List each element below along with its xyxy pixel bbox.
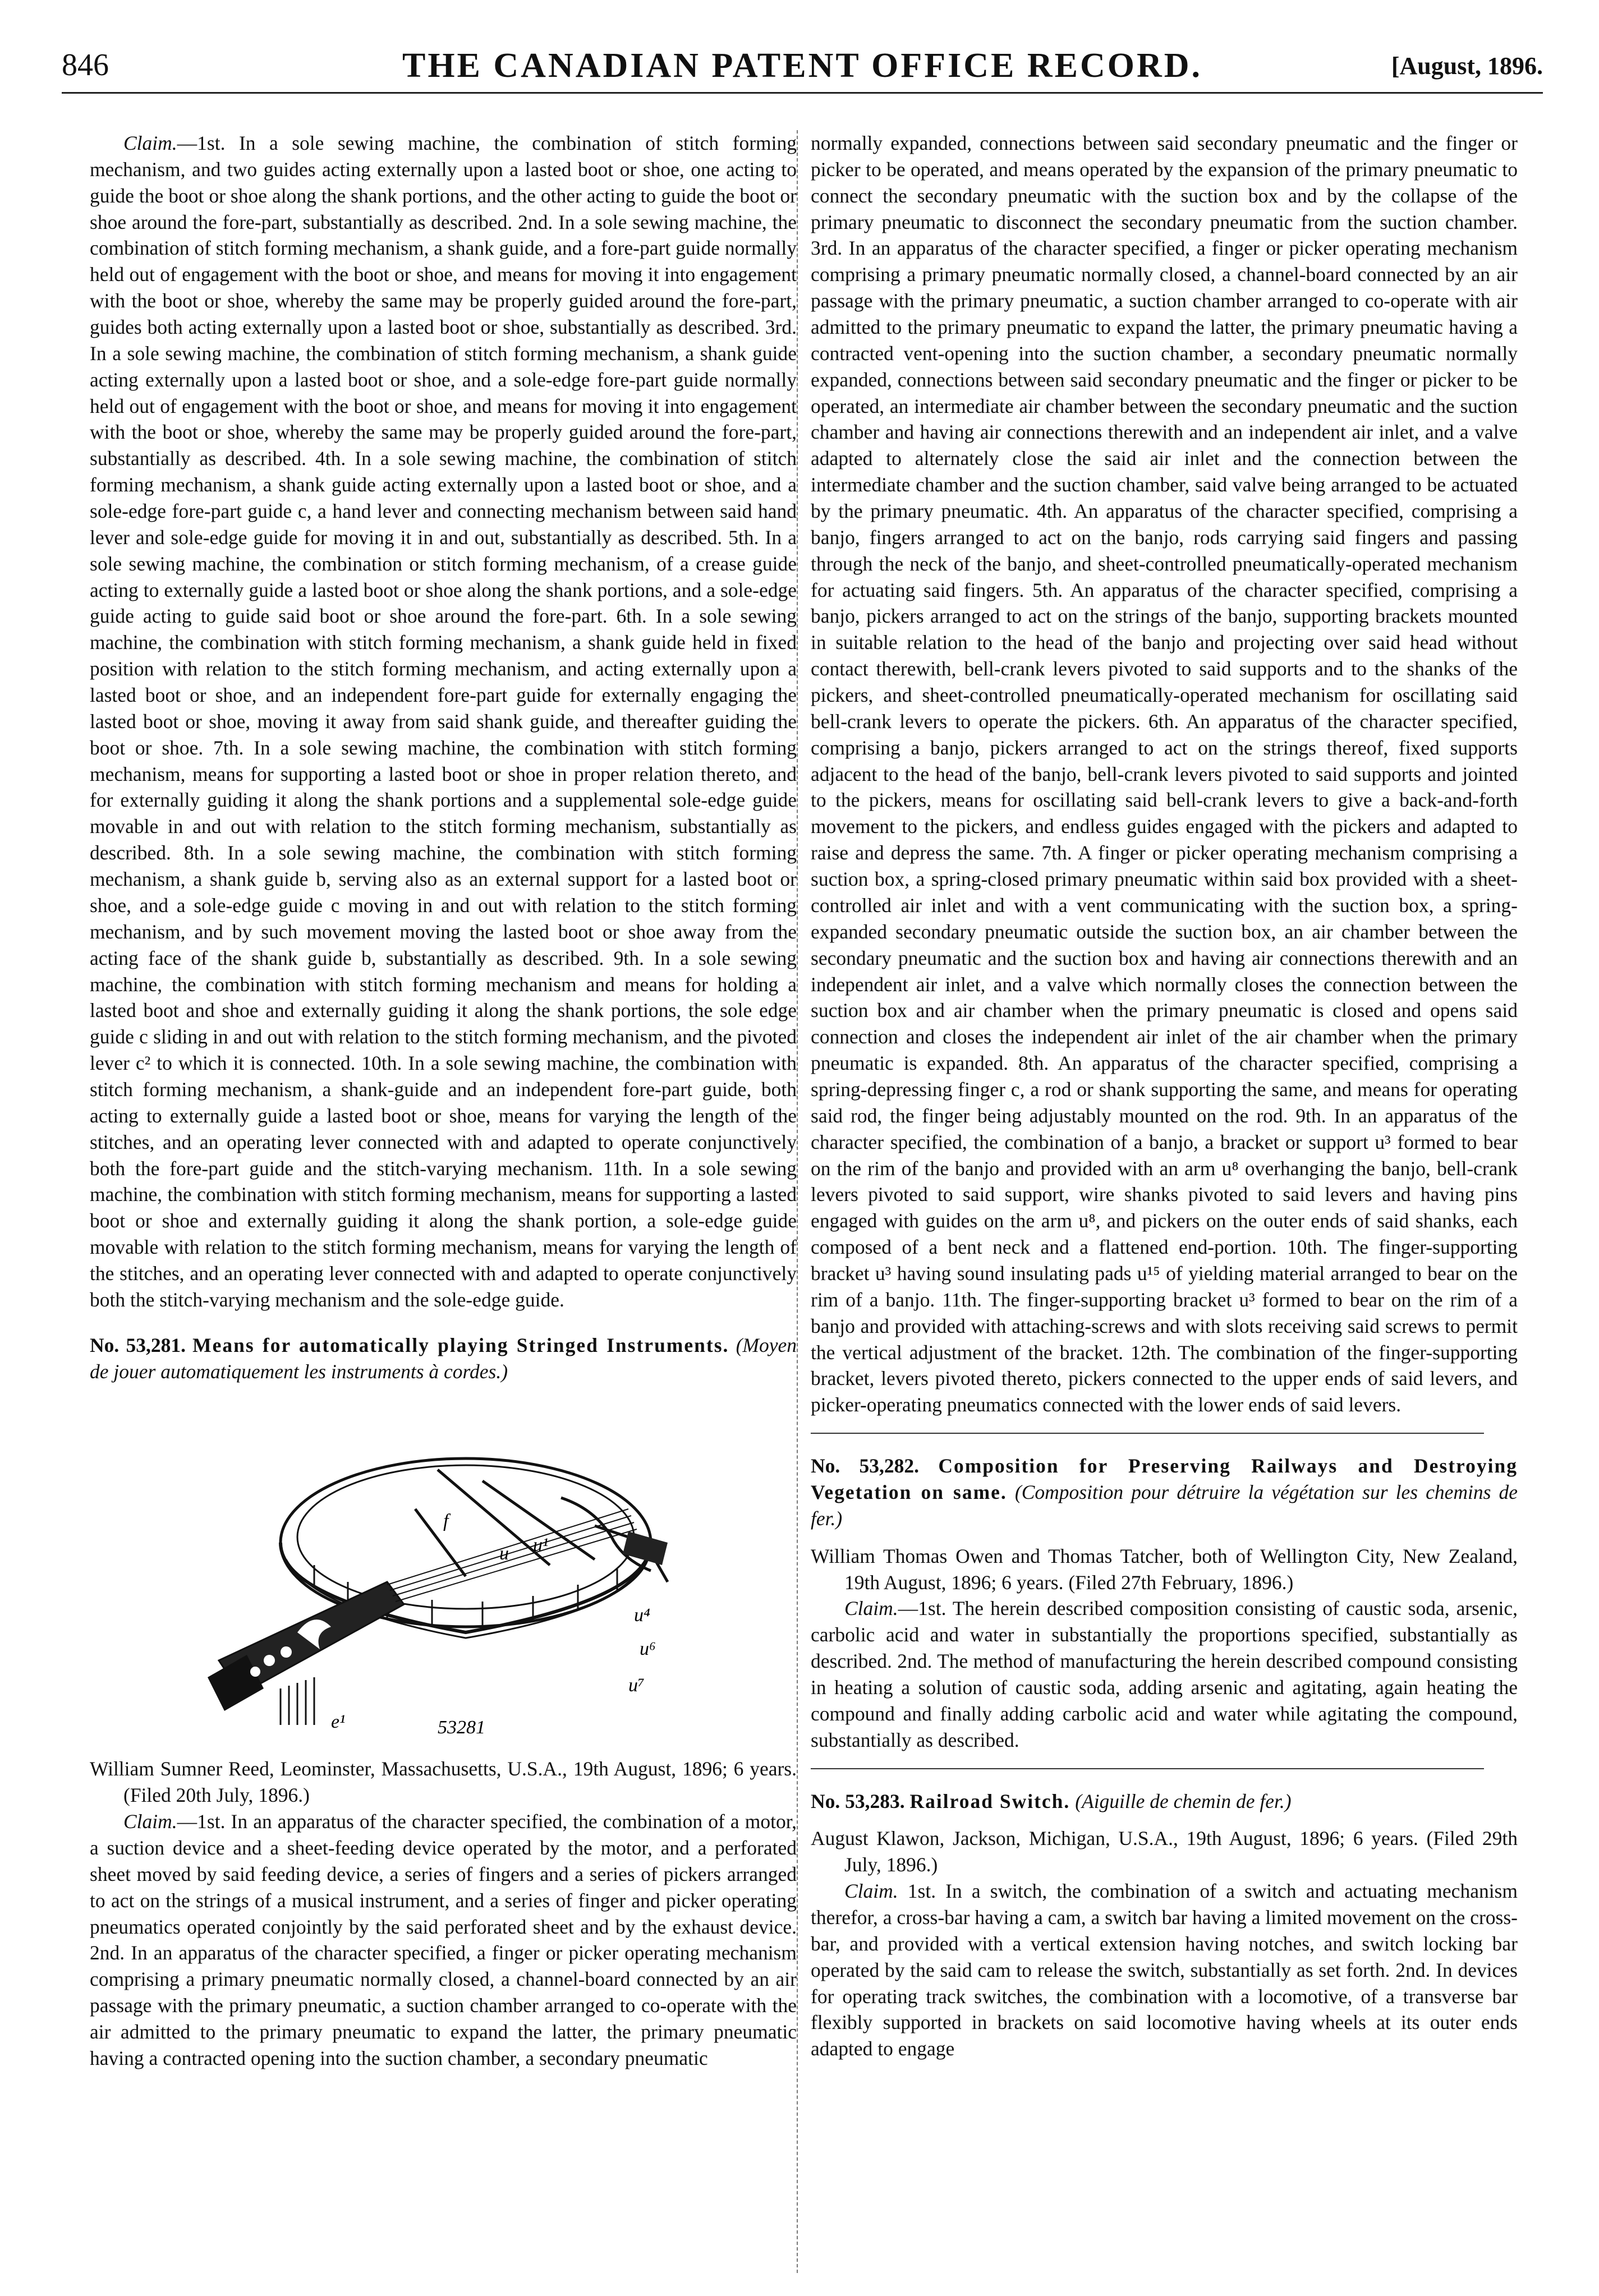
- patent-title: Means for automatically playing Stringed Instruments.: [192, 1333, 729, 1356]
- patent-title: Railroad Switch.: [909, 1789, 1070, 1812]
- patent-number: No. 53,281.: [90, 1333, 186, 1356]
- patent-title-french: (Moyen de jouer automatiquement les instruments à cordes.): [90, 1333, 797, 1383]
- claims-continuation-53281: normally expanded, connections between said secondary pneumatic and the finger or picker to be operated, and means operated by the expansion of the primary pneumatic to connect the secondary pneumatic with the suction box and by the collapse of the primary pneumatic to disconnect the secondary pneumatic from the suction chamber. 3rd. In an apparatus of the character specified, a finger or picker operating mechanism comprising a primary pneumatic normally closed, a channel-board connected by an air passage with the primary pneumatic, a suction chamber arranged to co-operate with air admitted to the primary pneumatic to expand the latter, the primary pneumatic having a contracted vent-opening into the suction chamber, a secondary pneumatic normally expanded, connections between said secondary pneumatic and the finger or picker to be operated, an intermediate air chamber between the secondary pneumatic and the suction chamber and having air connections therewith and an independent air inlet, and a valve adapted to alternately close the said air inlet and the connection between the intermediate chamber and the suction chamber, said valve being arranged to be actuated by the primary pneumatic. 4th. An apparatus of the character specified, comprising a banjo, fingers arranged to act on the banjo, rods carrying said fingers and passing through the neck of the banjo, and sheet-controlled pneumatically-operated mechanism for actuating said fingers. 5th. An apparatus of the character specified, comprising a banjo, pickers arranged to act on the strings of the banjo, supporting brackets mounted in suitable relation to the head of the banjo and projecting over said head without contact therewith, bell-crank levers pivoted to said supports and to the shanks of the pickers, and sheet-controlled pneumatically-operated mechanism for oscillating said bell-crank levers to operate the pickers. 6th. An apparatus of the character specified, comprising a banjo, pickers arranged to act on the strings thereof, fixed supports adjacent to the head of the banjo, bell-crank levers pivoted to said supports and jointed to the pickers, means for oscillating said bell-crank levers to give a back-and-forth movement to the pickers, and endless guides engaged with the pickers and adapted to raise and depress the same. 7th. A finger or picker operating mechanism comprising a suction box, a spring-closed primary pneumatic within said box provided with a sheet-controlled air inlet and with a vent communicating with the suction box, a spring-expanded secondary pneumatic outside the suction box, an air chamber between the secondary pneumatic and the suction box and having air connections therewith and an independent air inlet, and a valve which normally closes the connection between the suction box and air chamber when the primary pneumatic is closed and opens said connection and closes the independent air inlet of the air chamber when the primary pneumatic is expanded. 8th. An apparatus of the character specified, comprising a spring-depressing finger c, a rod or shank supporting the same, and means for operating said rod, the finger being adjustably mounted on the rod. 9th. In an apparatus of the character specified, the combination of a banjo, a bracket or support u³ formed to bear on the rim of the banjo and provided with an arm u⁸ overhanging the banjo, bell-crank levers pivoted to said support, wire shanks pivoted to said levers and having pins engaged with guides on the arm u⁸, and pickers on the outer ends of said shanks, each composed of a bent neck and a flattened end-portion. 10th. The finger-supporting bracket u³ having sound insulating pads u¹⁵ of yielding material arranged to bear on the rim of a banjo. 11th. The finger-supporting bracket u³ formed to bear on the rim of a banjo and provided with attaching-screws and with slots receiving said screws to permit the vertical adjustment of the bracket. 12th. The combination of the finger-supporting bracket, levers pivoted thereto, pickers connected to the upper ends of said levers, and picker-operating pneumatics connected with the lower ends of said levers.: [811, 132, 1518, 1416]
- claims-block-53282: [811, 1595, 1518, 1753]
- patent-number: No. 53,283.: [811, 1789, 905, 1812]
- left-column: [90, 130, 797, 2284]
- figure-number: 53281: [438, 1717, 485, 1738]
- claim-label: Claim.: [123, 132, 177, 154]
- claim-label: Claim.: [844, 1597, 898, 1620]
- svg-text:u¹: u¹: [533, 1535, 549, 1556]
- claim-text: —1st. In a sole sewing machine, the combination of stitch forming mechanism, and two guides acting externally upon a lasted boot or shoe, one acting to guide the boot or shoe along the shank portions, and the other acting to guide the boot or shoe around the fore-part, substantially as described. 2nd. In a sole sewing machine, the combination of stitch forming mechanism, a shank guide, and a fore-part guide normally held out of engagement with the boot or shoe, and means for moving it into engagement with the boot or shoe, whereby the same may be properly guided around the fore-part, guides both acting externally upon a lasted boot or shoe, substantially as described. 3rd. In a sole sewing machine, the combination of stitch forming mechanism, a shank guide acting externally upon a lasted boot or shoe, and a sole-edge fore-part guide normally held out of engagement with the boot or shoe, and means for moving it into engagement with the boot or shoe, whereby the same may be properly guided around the fore-part, substantially as described. 4th. In a sole sewing machine, the combination of stitch forming mechanism, a shank guide acting externally upon a lasted boot or shoe, and a sole-edge fore-part guide c, a hand lever and connecting mechanism between said hand lever and sole-edge guide for moving it in and out, substantially as described. 5th. In a sole sewing machine, the combination or stitch forming mechanism, of a crease guide acting to externally guide a lasted boot or shoe along the shank portions, and a sole-edge guide acting to guide said boot or shoe around the fore-part. 6th. In a sole sewing machine, the combination with stitch forming mechanism, a shank guide held in fixed position with relation to the stitch forming mechanism, and acting externally upon a lasted boot or shoe, and an independent fore-part guide for externally engaging the lasted boot or shoe, moving it away from said shank guide, and thereafter guiding the boot or shoe. 7th. In a sole sewing machine, the combination with stitch forming mechanism, means for supporting a lasted boot or shoe in proper relation thereto, and for externally guiding it along the shank portions and a supplemental sole-edge guide movable in and out with relation to the stitch forming mechanism, substantially as described. 8th. In a sole sewing machine, the combination with stitch forming mechanism, a shank guide b, serving also as an external support for a lasted boot or shoe, and a sole-edge guide c moving in and out with relation to the stitch forming mechanism, and by such movement moving the lasted boot or shoe away from the acting face of the shank guide b, substantially as described. 9th. In a sole sewing machine, the combination with stitch forming mechanism and means for holding a lasted boot and shoe and externally guiding it along the shank portions, the sole edge guide c sliding in and out with relation to the stitch forming mechanism, and the pivoted lever c² to which it is connected. 10th. In a sole sewing machine, the combination with stitch forming mechanism, a shank-guide and an independent fore-part guide, both acting to externally guide a lasted boot or shoe, means for varying the length of the stitches, and an operating lever connected with and adapted to operate conjunctively both the fore-part guide and the stitch-varying mechanism. 11th. In a sole sewing machine, the combination with stitch forming mechanism, means for supporting a lasted boot or shoe and externally guiding it along the shank portion, a sole-edge guide movable with relation to the stitch forming mechanism, means for varying the length of the stitches, and an operating lever connected with and adapted to operate conjunctively both the stitch-varying mechanism and the sole-edge guide.: [90, 132, 797, 1311]
- issue-date: [August, 1896.: [1391, 52, 1543, 80]
- banjo-patent-drawing: [202, 1397, 684, 1745]
- inventor-line: William Thomas Owen and Thomas Tatcher, both of Wellington City, New Zealand, 19th August, 1896; 6 years. (Filed 27th February, 1896.): [811, 1544, 1518, 1594]
- patent-number: No. 53,282.: [811, 1455, 920, 1478]
- patent-entry-53281-heading: [90, 1332, 797, 1385]
- svg-text:u⁶: u⁶: [640, 1639, 656, 1660]
- page-number: 846: [62, 48, 109, 82]
- patent-title-french: (Composition pour détruire la végétation sur les chemins de fer.): [811, 1480, 1518, 1530]
- section-rule: [811, 1433, 1484, 1434]
- patent-entry-53282-heading: [811, 1453, 1518, 1532]
- right-column: [811, 130, 1518, 2284]
- inventor-line: William Sumner Reed, Leominster, Massachusetts, U.S.A., 19th August, 1896; 6 years. (Filed 20th July, 1896.): [90, 1757, 797, 1807]
- svg-text:f: f: [443, 1511, 449, 1532]
- section-rule: [811, 1768, 1484, 1769]
- claims-block-53281: [90, 1809, 797, 2072]
- page-header: [62, 45, 1543, 94]
- claims-block-53283: [811, 1878, 1518, 2062]
- claim-text: 1st. In a switch, the combination of a switch and actuating mechanism therefor, a cross-bar having a cam, a switch bar having a limited movement on the cross-bar, and provided with a vertical extension having notches, and switch locking bar operated by the said cam to release the switch, substantially as set forth. 2nd. In devices for operating track switches, the combination with a locomotive, of a transverse bar flexibly supported in brackets on said locomotive having wheels at its outer ends adapted to engage: [811, 1880, 1518, 2060]
- svg-text:e¹: e¹: [331, 1711, 346, 1733]
- claim-label: Claim.: [123, 1810, 177, 1833]
- claims-block-previous: [90, 130, 797, 1313]
- column-divider: [797, 130, 798, 2273]
- patent-entry-53283-heading: [811, 1788, 1518, 1815]
- publication-title: THE CANADIAN PATENT OFFICE RECORD.: [402, 47, 1203, 85]
- patent-title: Composition for Preserving Railways and Destroying Vegetation on same.: [811, 1455, 1518, 1503]
- svg-text:u⁴: u⁴: [634, 1605, 650, 1626]
- claim-text: —1st. In an apparatus of the character specified, the combination of a motor, a suction device and a sheet-feeding device operated by the motor, and a perforated sheet moved by said feeding device, a series of fingers and a series of pickers arranged to act on the strings of a musical instrument, and a series of finger and picker operating pneumatics operated conjointly by the said perforated sheet and by the exhaust device. 2nd. In an apparatus of the character specified, a finger or picker operating mechanism comprising a primary pneumatic normally closed, a channel-board connected by an air passage with the primary pneumatic, a suction chamber arranged to co-operate with the air admitted to the primary pneumatic to expand the latter, the primary pneumatic having a contracted opening into the suction chamber, a secondary pneumatic: [90, 1810, 797, 2069]
- svg-text:u: u: [499, 1543, 509, 1565]
- svg-text:u⁷: u⁷: [628, 1675, 645, 1696]
- inventor-line: August Klawon, Jackson, Michigan, U.S.A., 19th August, 1896; 6 years. (Filed 29th July, 1896.): [811, 1827, 1518, 1876]
- claim-text: —1st. The herein described composition consisting of caustic soda, arsenic, carbolic acid and water in substantially the proportions specified, substantially as described. 2nd. The method of manufacturing the herein described compound consisting in heating a solution of caustic soda, adding arsenic and agitating, again heating the compound and finally adding carbolic acid and water while agitating the compound, substantially as described.: [811, 1597, 1518, 1751]
- claim-label: Claim.: [844, 1880, 898, 1903]
- patent-title-french: (Aiguille de chemin de fer.): [1075, 1789, 1292, 1812]
